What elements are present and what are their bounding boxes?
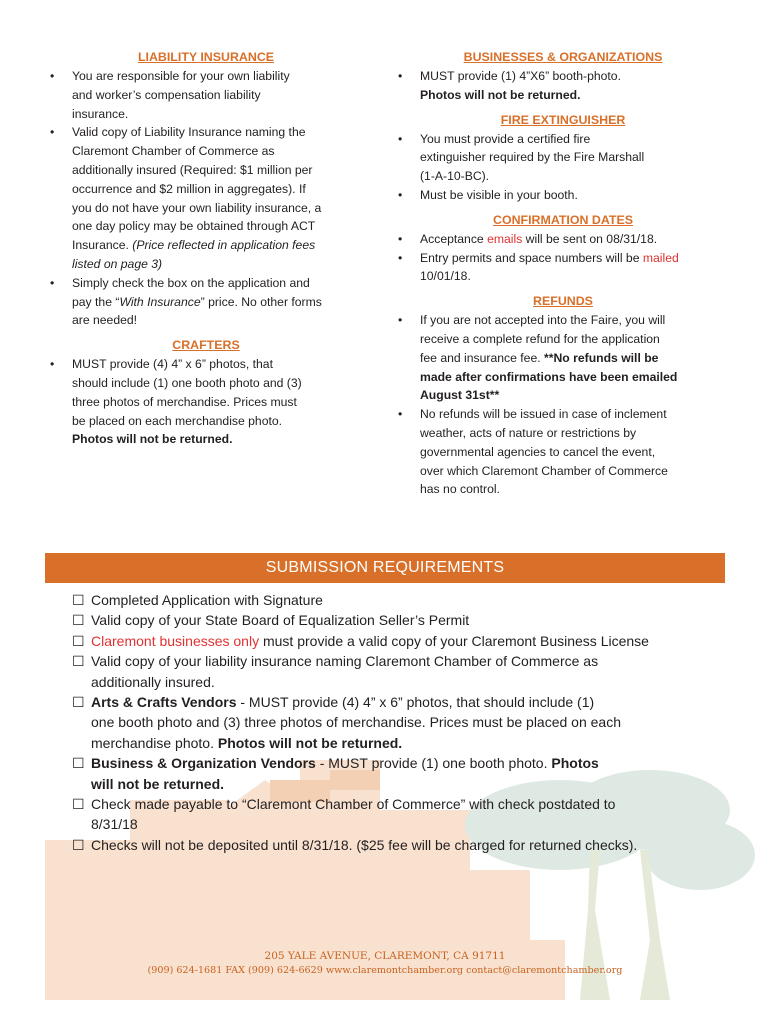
requirement-text: merchandise photo. [91,734,218,751]
line: and worker’s compensation liability [72,87,261,102]
line: insurance. [72,106,129,121]
requirement-item [72,753,712,794]
line: receive a complete refund for the application [420,331,660,346]
arts-crafts-vendors: Arts & Crafts Vendors [91,694,237,711]
line: Entry permits and space numbers will be [420,250,643,265]
left-column [50,48,362,449]
fire-extinguisher-heading: FIRE EXTINGUISHER [500,112,626,127]
requirement-item [72,631,712,651]
photos-not-returned: Photos will not be returned. [72,432,233,447]
photos-not-returned: will not be returned. [91,775,225,792]
liability-list [50,67,362,330]
line: pay the “ [72,294,120,309]
confirm-bullet-1 [398,230,728,249]
line: Simply check the box on the application and [72,275,310,290]
line: you do not have your own liability insurance, a [72,200,322,215]
confirmation-dates-heading: CONFIRMATION DATES [493,212,633,227]
checkbox-icon: ☐ [72,632,85,649]
businesses-bullet-1 [398,67,728,105]
photos-not-returned: Photos will not be returned. [217,734,403,751]
line: Claremont Chamber of Commerce as [72,144,275,159]
fire-bullet-1 [398,130,728,186]
requirement-text: Valid copy of your liability insurance naming Claremont Chamber of Commerce as [91,653,599,670]
liability-bullet-1 [50,67,362,123]
line: Valid copy of Liability Insurance naming the [72,125,306,140]
price-note: (Price reflected in application fees [132,238,316,253]
requirement-item [72,835,712,855]
line: Acceptance [420,231,488,246]
requirement-text: - MUST provide (1) one booth photo. [315,755,552,772]
with-insurance-text: With Insurance [119,294,201,309]
requirement-item [72,610,712,630]
checkbox-icon: ☐ [72,592,85,608]
requirement-text: - MUST provide (4) 4” x 6” photos, that should include (1) [236,694,595,711]
line: No refunds will be issued in case of inclement [420,407,667,422]
line: has no control. [420,482,500,497]
line: You must provide a certified fire [420,131,591,146]
line: MUST provide (1) 4”X6” booth-photo. [420,69,621,83]
line: over which Claremont Chamber of Commerce [420,463,668,478]
checkbox-icon: ☐ [72,836,85,853]
requirement-item [72,692,712,753]
requirement-item [72,794,712,835]
line: occurrence and $2 million in aggregates). If [72,181,306,196]
liability-bullet-2 [50,123,362,273]
line: fee and insurance fee. [420,350,544,365]
fire-bullet-2 [398,186,728,205]
line: You are responsible for your own liability [72,69,290,83]
line: extinguisher required by the Fire Marshall [420,150,645,165]
fire-list [398,130,728,205]
refunds-heading: REFUNDS [533,294,593,309]
line: ” price. No other forms [200,294,322,309]
line: governmental agencies to cancel the event, [420,444,656,459]
businesses-list [398,67,728,105]
contact-text: (909) 624-1681 FAX (909) 624-6629 www.claremontchamber.org contact@claremontchamber.org [147,965,623,976]
photos-not-returned: Photos [551,755,599,772]
line: Must be visible in your booth. [420,187,578,202]
business-organization-vendors: Business & Organization Vendors [91,755,316,772]
requirement-text: must provide a valid copy of your Claremont Business License [259,632,649,649]
line: one day policy may be obtained through ACT [72,219,316,234]
requirement-text: Checks will not be deposited until 8/31/18. ($25 fee will be charged for returned checks). [91,836,638,853]
line: be placed on each merchandise photo. [72,413,283,428]
submission-requirements-banner [45,553,725,583]
emails-text: emails [487,231,523,246]
requirement-text: Valid copy of your State Board of Equalization Seller’s Permit [91,612,470,629]
banner-title: SUBMISSION REQUIREMENTS [265,559,505,576]
checkbox-icon: ☐ [72,653,85,670]
requirement-item [72,590,712,610]
photos-not-returned: Photos will not be returned. [420,87,581,102]
refunds-list [398,311,728,499]
requirement-text: Completed Application with Signature [91,592,323,608]
address-text: 205 YALE AVENUE, CLAREMONT, CA 91711 [264,950,506,962]
crafters-list [50,355,362,449]
claremont-businesses-only: Claremont businesses only [91,632,260,649]
submission-requirements-list [72,590,712,855]
liability-bullet-3 [50,274,362,330]
businesses-heading: BUSINESSES & ORGANIZATIONS [463,50,663,64]
requirement-text: Check made payable to “Claremont Chamber of Commerce” with check postdated to [91,796,616,813]
right-column [398,48,728,499]
line: additionally insured (Required: $1 million per [72,162,313,177]
crafters-heading: CRAFTERS [172,338,240,353]
refunds-bullet-1 [398,311,728,405]
requirement-text: additionally insured. [91,673,215,690]
mailed-text: mailed [642,250,679,265]
line: weather, acts of nature or restrictions by [420,425,637,440]
liability-heading: LIABILITY INSURANCE [137,50,275,64]
line: (1-A-10-BC). [420,169,490,184]
footer-address [0,950,770,962]
no-refunds-note: made after confirmations have been emailed [420,369,678,384]
requirement-text: 8/31/18 [91,816,138,833]
line: Insurance. [72,238,133,253]
requirement-item [72,651,712,692]
checkbox-icon: ☐ [72,612,85,629]
checkbox-icon: ☐ [72,755,85,772]
crafters-bullet-1 [50,355,362,449]
price-note: listed on page 3) [72,256,163,271]
line: will be sent on 08/31/18. [522,231,658,246]
checkbox-icon: ☐ [72,694,85,711]
no-refunds-note: August 31st** [420,388,500,403]
footer-contact [0,965,770,976]
confirm-bullet-2 [398,249,728,287]
line: should include (1) one booth photo and (3) [72,375,302,390]
checkbox-icon: ☐ [72,796,85,813]
requirement-text: one booth photo and (3) three photos of merchandise. Prices must be placed on each [91,714,622,731]
line: If you are not accepted into the Faire, you will [420,313,666,328]
line: are needed! [72,313,138,328]
line: three photos of merchandise. Prices must [72,394,297,409]
refunds-bullet-2 [398,405,728,499]
line: MUST provide (4) 4” x 6” photos, that [72,357,273,372]
line: 10/01/18. [420,269,471,284]
no-refunds-note: **No refunds will be [544,350,659,365]
confirm-list [398,230,728,286]
